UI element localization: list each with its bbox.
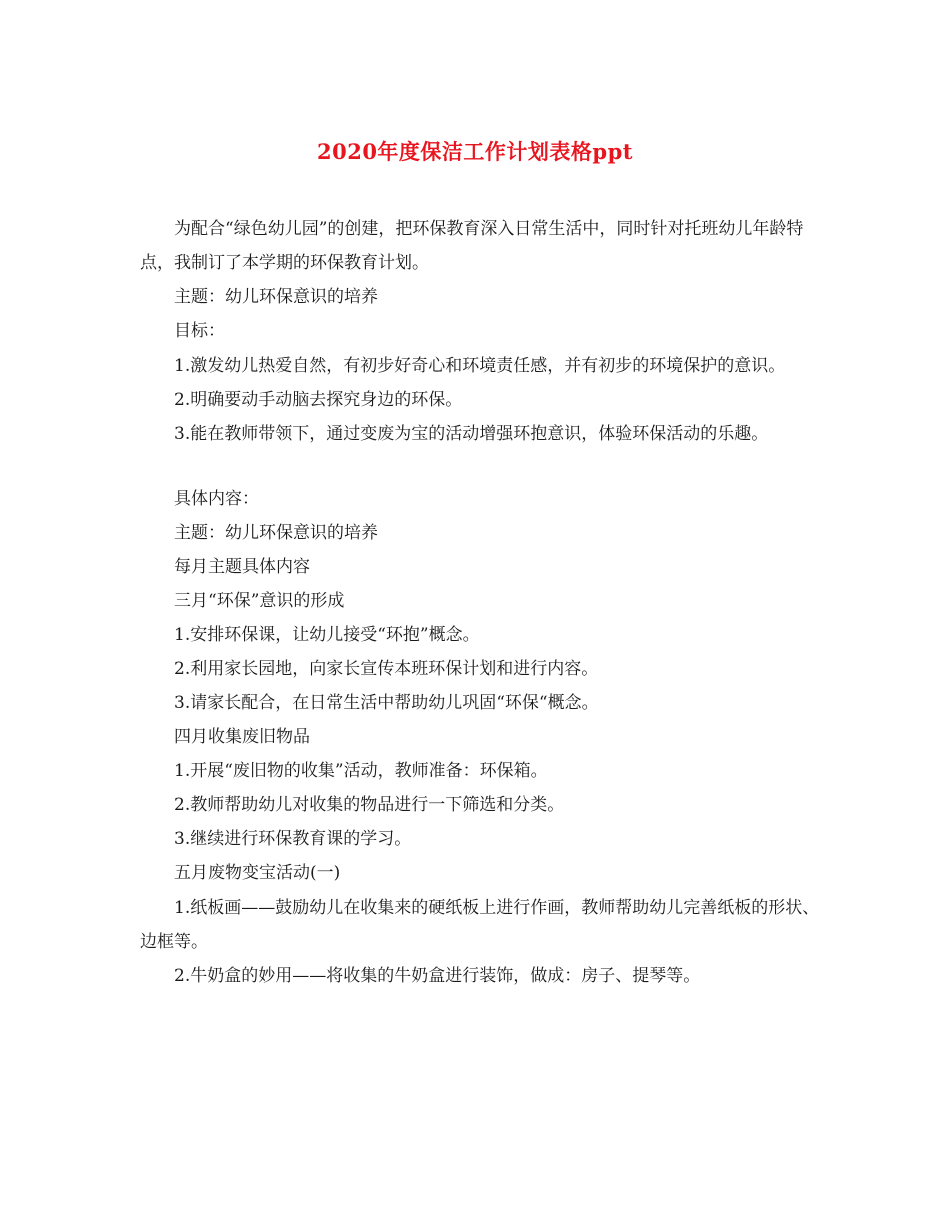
- goal-item-1: 1.激发幼儿热爱自然，有初步好奇心和环境责任感，并有初步的环境保护的意识。: [174, 356, 786, 376]
- march-item-3: 3.请家长配合，在日常生活中帮助幼儿巩固“环保“概念。: [174, 693, 599, 713]
- march-heading: 三月“环保”意识的形成: [174, 591, 345, 611]
- theme-line: 主题：幼儿环保意识的培养: [174, 287, 378, 307]
- theme-line-repeat: 主题：幼儿环保意识的培养: [174, 523, 378, 543]
- goal-item-2: 2.明确要动手动脑去探究身边的环保。: [174, 390, 463, 410]
- march-item-2: 2.利用家长园地，向家长宣传本班环保计划和进行内容。: [174, 659, 599, 679]
- goals-heading: 目标：: [174, 321, 225, 341]
- goal-item-3: 3.能在教师带领下，通过变废为宝的活动增强环抱意识，体验环保活动的乐趣。: [174, 424, 769, 444]
- april-heading: 四月收集废旧物品: [174, 727, 310, 747]
- document-title: 2020年度保洁工作计划表格ppt: [316, 139, 633, 164]
- monthly-heading: 每月主题具体内容: [174, 557, 310, 577]
- april-item-3: 3.继续进行环保教育课的学习。: [174, 829, 412, 849]
- april-item-1: 1.开展“废旧物的收集”活动，教师准备：环保箱。: [174, 761, 548, 781]
- section-spacer: [140, 452, 820, 483]
- may-item-1: 1.纸板画——鼓励幼儿在收集来的硬纸板上进行作画，教师帮助幼儿完善纸板的形状、边框等。: [140, 898, 820, 952]
- may-heading: 五月废物变宝活动(一): [174, 863, 341, 883]
- april-item-2: 2.教师帮助幼儿对收集的物品进行一下筛选和分类。: [174, 795, 565, 815]
- document-body: [140, 212, 820, 994]
- march-item-1: 1.安排环保课，让幼儿接受“环抱”概念。: [174, 625, 480, 645]
- may-item-2: 2.牛奶盒的妙用——将收集的牛奶盒进行装饰，做成：房子、提琴等。: [174, 966, 701, 986]
- intro-paragraph: 为配合“绿色幼儿园”的创建，把环保教育深入日常生活中，同时针对托班幼儿年龄特点，我制订了本学期的环保教育计划。: [140, 219, 804, 273]
- content-heading: 具体内容：: [174, 489, 259, 509]
